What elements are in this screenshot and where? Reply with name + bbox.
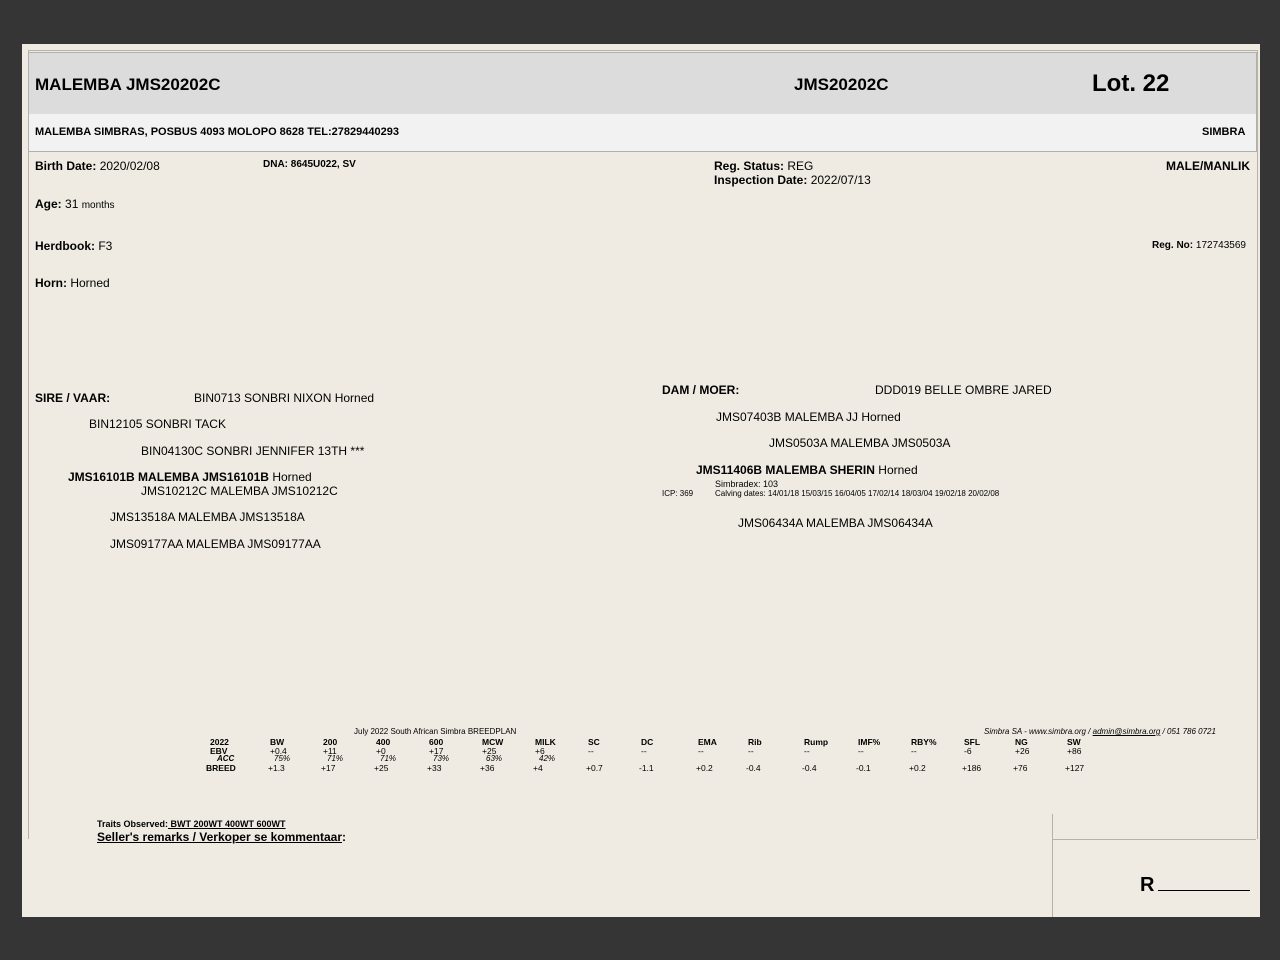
ebv-trait-header: Rump [804,737,829,747]
herdbook-label: Herdbook: [35,239,95,253]
dam-horn: Horned [878,463,918,477]
traits-observed [97,819,286,829]
breeder-info: MALEMBA SIMBRAS, POSBUS 4093 MOLOPO 8628 TEL:27829440293 [35,126,399,138]
ebv-source-prefix: Simbra SA - www.simbra.org / [984,727,1093,736]
ebv-value: -- [804,746,810,756]
ebv-source-email: admin@simbra.org [1092,727,1161,736]
calving-dates: Calving dates: 14/01/18 15/03/15 16/04/05 17/02/14 18/03/04 19/02/18 20/02/08 [715,489,1000,498]
inspection-label: Inspection Date: [714,173,808,187]
dam-sire-dam: JMS0503A MALEMBA JMS0503A [769,436,951,450]
price-field[interactable] [1140,874,1250,897]
ebv-value: +11 [323,746,337,756]
ebv-trait-header: MILK [535,737,556,747]
sire-dam-dam: JMS09177AA MALEMBA JMS09177AA [110,537,321,551]
herdbook-value: F3 [98,239,113,253]
ebv-value: -- [858,746,864,756]
horn-value: Horned [70,276,110,290]
lot-number: Lot. 22 [1092,70,1170,97]
ebv-breed-value: +127 [1065,763,1085,773]
ebv-trait-header: IMF% [858,737,881,747]
ebv-breed-value: -0.4 [802,763,817,773]
sire [68,470,312,484]
traits-value: BWT 200WT 400WT 600WT [168,819,286,829]
price-box [1052,814,1261,917]
birth-date-label: Birth Date: [35,159,97,173]
ebv-breed-value: +36 [480,763,495,773]
sire-dam-sire: JMS13518A MALEMBA JMS13518A [110,510,305,524]
ebv-trait-header: EMA [698,737,717,747]
ebv-year: 2022 [210,737,229,747]
ebv-breed-value: +33 [427,763,442,773]
dam-label: DAM / MOER: [662,383,740,397]
sire-label: SIRE / VAAR: [35,391,111,405]
sire-sire-dam: BIN04130C SONBRI JENNIFER 13TH *** [141,444,365,458]
ebv-row-label-acc: ACC [217,754,235,763]
herdbook [35,239,112,253]
ebv-row-label-ebv: EBV [210,746,228,756]
ebv-breed-value: +0.2 [696,763,713,773]
dam-name: JMS11406B MALEMBA SHERIN [696,463,875,477]
ebv-breed-value: +0.2 [909,763,926,773]
ebv-breed-value: +25 [374,763,389,773]
ebv-trait-header: 400 [376,737,391,747]
ebv-value: +0 [376,746,386,756]
dam-sire-sire: DDD019 BELLE OMBRE JARED [875,383,1052,397]
ebv-accuracy: 71% [327,754,344,763]
ebv-trait-header: SW [1067,737,1081,747]
ebv-value: -- [698,746,704,756]
dam [696,463,918,477]
ebv-value: -- [748,746,754,756]
ebv-breed-value: -0.1 [856,763,871,773]
icp: ICP: 369 [662,489,694,498]
sire-horn: Horned [272,470,312,484]
ebv-title: July 2022 South African Simbra BREEDPLAN [354,727,517,736]
ebv-breed-value: -1.1 [639,763,654,773]
ebv-trait-header: MCW [482,737,504,747]
reg-no-label: Reg. No: [1152,240,1194,251]
ebv-trait-header: DC [641,737,654,747]
ebv-value: +26 [1015,746,1030,756]
ebv-value: +86 [1067,746,1082,756]
ebv-value: +17 [429,746,444,756]
ebv-breed-value: +186 [962,763,982,773]
price-line [1158,890,1250,891]
reg-status-label: Reg. Status: [714,159,785,173]
ebv-source-suffix: / 051 786 0721 [1160,727,1216,736]
birth-date-value: 2020/02/08 [99,159,160,173]
animal-id: JMS20202C [794,75,889,94]
ebv-breed-value: +17 [321,763,336,773]
ebv-trait-header: BW [270,737,285,747]
animal-name: MALEMBA JMS20202C [35,75,221,94]
ebv-accuracy: 63% [486,754,503,763]
sire-dam: JMS10212C MALEMBA JMS10212C [141,484,338,498]
sire-name: JMS16101B MALEMBA JMS16101B [68,470,269,484]
age-unit: months [81,200,115,211]
dna-info: DNA: 8645U022, SV [263,159,356,170]
sellers-remarks [97,830,346,844]
ebv-accuracy: 75% [274,754,291,763]
age [35,197,115,211]
ebv-trait-header: NG [1015,737,1028,747]
dam-dam: JMS06434A MALEMBA JMS06434A [738,516,933,530]
ebv-source [984,727,1216,736]
ebv-value: -6 [964,746,972,756]
ebv-breed-value: +4 [533,763,543,773]
reg-status [714,159,813,173]
ebv-accuracy: 73% [433,754,450,763]
ebv-row-label-breed: BREED [206,763,236,773]
horn-label: Horn: [35,276,67,290]
ebv-value: +6 [535,746,545,756]
ebv-trait-header: 600 [429,737,444,747]
age-value: 31 [65,197,79,211]
ebv-trait-header: SFL [964,737,981,747]
ebv-breed-value: +1.3 [268,763,285,773]
dam-sire: JMS07403B MALEMBA JJ Horned [716,410,901,424]
sire-sire-sire: BIN12105 SONBRI TACK [89,417,226,431]
reg-status-value: REG [787,159,814,173]
breed-name: SIMBRA [1202,126,1246,138]
age-label: Age: [35,197,62,211]
ebv-breed-value: +0.7 [586,763,603,773]
ebv-accuracy: 42% [539,754,556,763]
ebv-value: -- [911,746,917,756]
lot-card [22,44,1260,917]
ebv-value: +25 [482,746,497,756]
ebv-trait-header: Rib [748,737,762,747]
ebv-value: +0.4 [270,746,287,756]
birth-date [35,159,160,173]
ebv-value: -- [641,746,647,756]
remarks-colon: : [342,830,346,844]
sire-sire: BIN0713 SONBRI NIXON Horned [194,391,375,405]
ebv-trait-header: RBY% [911,737,937,747]
ebv-breed-value: -0.4 [746,763,761,773]
price-box-divider [1052,839,1256,840]
ebv-accuracy: 71% [380,754,397,763]
inspection-value: 2022/07/13 [810,173,871,187]
inspection-date [714,173,871,187]
traits-label: Traits Observed: [97,819,169,829]
simbradex: Simbradex: 103 [715,479,779,489]
horn [35,276,110,290]
ebv-breed-value: +76 [1013,763,1028,773]
price-prefix: R [1140,874,1155,896]
ebv-trait-header: 200 [323,737,338,747]
remarks-label: Seller's remarks / Verkoper se kommentaar [97,830,342,844]
ebv-trait-header: SC [588,737,600,747]
reg-no-value: 172743569 [1195,240,1246,251]
sex: MALE/MANLIK [1166,159,1250,173]
ebv-value: -- [588,746,594,756]
reg-no [1152,240,1246,251]
